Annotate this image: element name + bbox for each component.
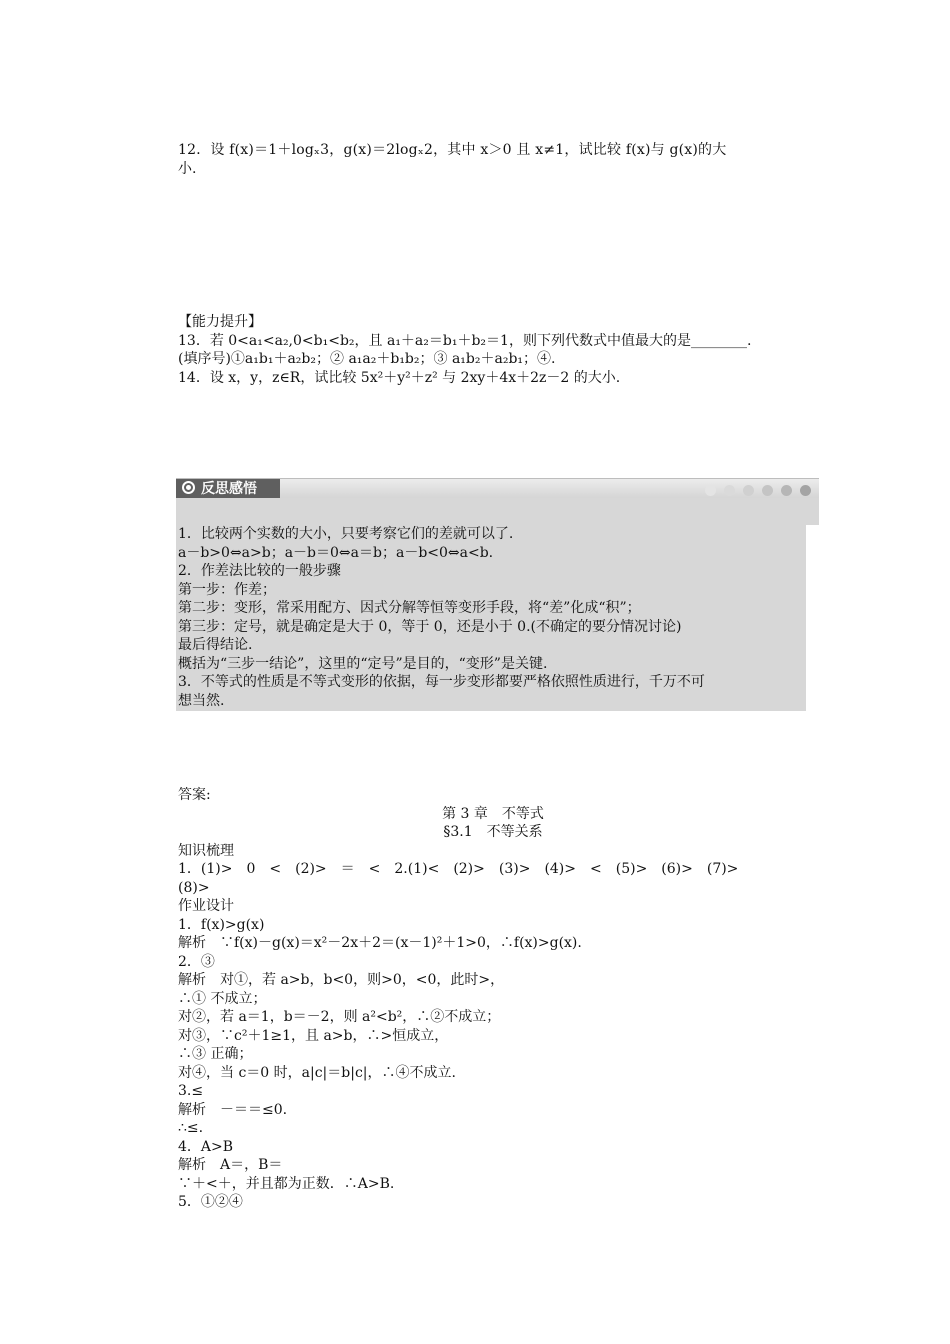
reflection-line: 最后得结论. (178, 637, 253, 653)
ability-heading: 【能力提升】 (178, 314, 262, 330)
answer-line: 1．(1)> 0 < (2)> ＝ < 2.(1)< (2)> (3)> (4)> < (5)> (6)> (7)> (178, 861, 739, 877)
question-12 (178, 141, 808, 178)
answer-line: ∴① 不成立； (178, 990, 267, 1007)
answer-line: ∴≤. (178, 1120, 204, 1136)
answer-line: 解析 －＝＝≤0. (178, 1101, 288, 1118)
question-14: 14．设 x，y，z∈R，试比较 5x²＋y²＋z² 与 2xy＋4x＋2z－2 的大小. (178, 369, 621, 386)
ability-section (178, 313, 808, 387)
reflection-label (176, 479, 280, 499)
answer-line: 5．①②④ (178, 1194, 243, 1210)
answer-line: 对④，当 c＝0 时，a|c|＝b|c|，∴④不成立. (178, 1064, 456, 1081)
chapter-title: 第 3 章 不等式 (442, 805, 544, 822)
reflection-line: 第三步：定号，就是确定是大于 0，等于 0，还是小于 0.(不确定的要分情况讨论) (178, 618, 682, 635)
answer-line: 知识梳理 (178, 842, 234, 859)
answer-line: 4．A>B (178, 1138, 234, 1155)
answer-line: 对②，若 a＝1，b＝－2，则 a²<b²，∴②不成立； (178, 1009, 501, 1025)
reflection-label-text: 反思感悟 (201, 481, 257, 497)
reflection-line: 概括为“三步一结论”，这里的“定号”是目的，“变形”是关键. (178, 655, 548, 672)
answer-line: 作业设计 (178, 898, 234, 914)
question-13-line-1: 13．若 0<a₁<a₂,0<b₁<b₂，且 a₁＋a₂＝b₁＋b₂＝1，则下列代数式中值最大的是________. (178, 332, 752, 349)
question-13-line-2: (填序号)①a₁b₁＋a₂b₂；② a₁a₂＋b₁b₂；③ a₁b₂＋a₂b₁；④. (178, 351, 556, 367)
answer-line: 2．③ (178, 953, 215, 970)
dot-icon (781, 485, 792, 496)
question-12-line-2: 小. (178, 160, 197, 177)
reflection-line: 1．比较两个实数的大小，只要考察它们的差就可以了. (178, 526, 514, 542)
answer-line: 解析 对①，若 a>b，b<0，则>0，<0，此时>， (178, 972, 505, 988)
dot-icon (762, 485, 773, 496)
reflection-header-bar (176, 478, 819, 499)
dot-icon (800, 485, 811, 496)
decorative-dots (697, 483, 811, 495)
answer-line: 1．f(x)>g(x) (178, 916, 265, 933)
answer-line: ∵＋<＋，并且都为正数．∴A>B. (178, 1175, 395, 1192)
reflection-line: 3．不等式的性质是不等式变形的依据，每一步变形都要严格依照性质进行，千万不可 (178, 674, 705, 690)
answer-line: 解析 ∵f(x)－g(x)＝x²－2x＋2＝(x－1)²＋1>0，∴f(x)>g(x). (178, 935, 582, 951)
dot-icon (743, 485, 754, 496)
dot-icon (724, 485, 735, 496)
answers-label: 答案: (178, 787, 211, 803)
question-12-line-1: 12．设 f(x)＝1＋logₓ3，g(x)＝2logₓ2，其中 x＞0 且 x≠1，试比较 f(x)与 g(x)的大 (178, 142, 727, 158)
answer-line: 3.≤ (178, 1083, 204, 1099)
reflection-text (178, 525, 808, 710)
answer-line: 对③，∵c²＋1≥1，且 a>b，∴>恒成立， (178, 1027, 449, 1044)
answer-line: ∴③ 正确； (178, 1046, 253, 1062)
reflection-line: 想当然. (178, 692, 225, 709)
answers-section (178, 786, 808, 1212)
reflection-line: 第一步：作差； (178, 581, 276, 598)
reflection-line: a－b>0⇔a>b；a－b＝0⇔a＝b；a－b<0⇔a<b. (178, 544, 494, 561)
section-title: §3.1 不等关系 (443, 824, 543, 840)
dot-icon (705, 485, 716, 496)
reflection-line: 2．作差法比较的一般步骤 (178, 563, 341, 579)
answer-line: (8)> (178, 879, 210, 896)
reflection-box-top (176, 498, 819, 525)
circle-bullet-icon (182, 481, 195, 494)
reflection-line: 第二步：变形，常采用配方、因式分解等恒等变形手段，将“差”化成“积”； (178, 600, 641, 616)
answer-line: 解析 A＝，B＝ (178, 1157, 283, 1173)
